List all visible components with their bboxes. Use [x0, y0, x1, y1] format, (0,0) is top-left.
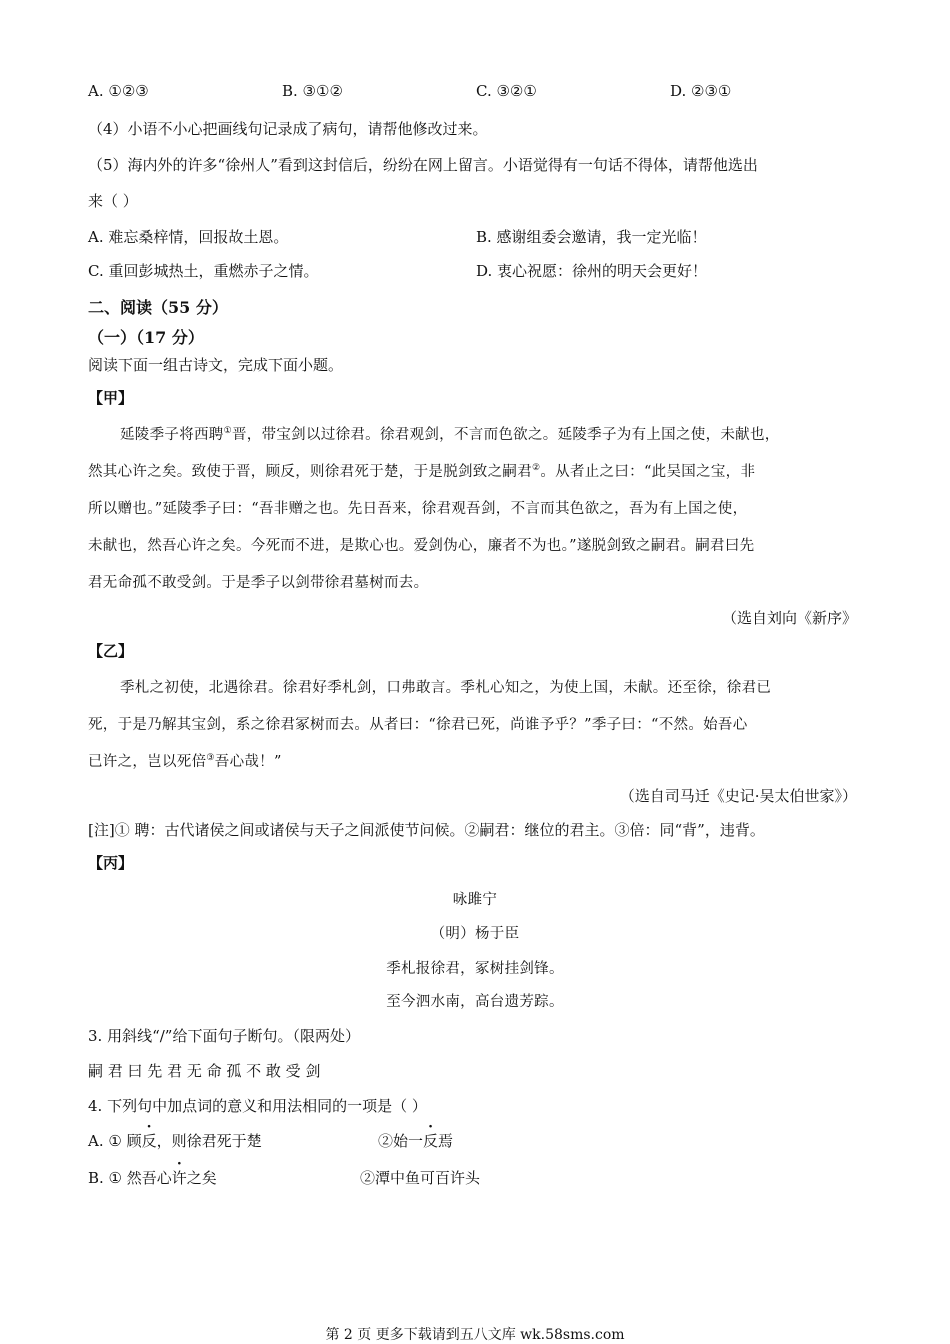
- passage-jia-label: 【甲】: [88, 389, 134, 407]
- poem-title: 咏雎宁: [452, 892, 498, 908]
- passage-jia-line5: 君无命孤不敢受剑。于是季子以剑带徐君墓树而去。: [88, 575, 429, 591]
- instruction: 阅读下面一组古诗文，完成下面小题。: [88, 356, 344, 374]
- passage-jia-source: （选自刘向《新序》: [721, 609, 857, 627]
- q5-option-d: D. 衷心祝愿：徐州的明天会更好！: [476, 262, 708, 280]
- q4-option-a-1: A. ① 顾反，则徐君死于楚: [88, 1132, 262, 1150]
- poem-line1: 季札报徐君，冢树挂剑锋。: [386, 961, 564, 977]
- passage-yi-line1: 季札之初使，北遇徐君。徐君好季札剑，口弗敢言。季札心知之，为使上国，未献。还至徐，徐君已: [120, 680, 772, 696]
- question-4-text: （4）小语不小心把画线句记录成了病句，请帮他修改过来。: [88, 120, 488, 138]
- annotation-note: [注]① 聘：古代诸侯之间或诸侯与天子之间派使节问候。②嗣君：继位的君主。③倍：同“背”，违背。: [88, 821, 765, 839]
- q4-option-b-2: ②潭中鱼可百许头: [360, 1169, 481, 1187]
- passage-yi-line2: 死，于是乃解其宝剑，系之徐君冢树而去。从者曰：“徐君已死，尚谁予乎？”季子曰：“不然。始吾心: [88, 717, 748, 733]
- question-5-text-line2: 来（ ）: [88, 192, 138, 210]
- passage-bing-label: 【丙】: [88, 854, 134, 872]
- passage-jia-line2: 然其心许之矣。致使于晋，顾反，则徐君死于楚，于是脱剑致之嗣君②。从者止之曰：“此吴国之宝，非: [88, 463, 756, 480]
- emphasis-dot: 反: [141, 1132, 157, 1150]
- q5-option-a: A. 难忘桑梓情，回报故土恩。: [88, 228, 289, 246]
- passage-yi-line3: 已许之，岂以死倍③吾心哉！”: [88, 753, 282, 770]
- passage-yi-label: 【乙】: [88, 642, 134, 660]
- q5-option-b: B. 感谢组委会邀请，我一定光临！: [476, 228, 707, 246]
- subsection-title: （一）（17 分）: [88, 328, 204, 347]
- section-title: 二、阅读（55 分）: [88, 298, 228, 317]
- option-a: A. ①②③: [88, 82, 149, 100]
- option-b: B. ③①②: [282, 82, 343, 100]
- question-3-sentence: 嗣 君 曰 先 君 无 命 孤 不 敢 受 剑: [88, 1062, 321, 1080]
- poem-line2: 至今泗水南，高台遗芳踪。: [386, 994, 564, 1010]
- poem-author: （明）杨于臣: [430, 926, 520, 942]
- option-d: D. ②③①: [670, 82, 732, 100]
- passage-jia-line4: 未献也，然吾心许之矣。今死而不进，是欺心也。爱剑伪心，廉者不为也。”遂脱剑致之嗣君。嗣君曰先: [88, 538, 755, 554]
- question-5-text-line1: （5）海内外的许多“徐州人”看到这封信后，纷纷在网上留言。小语觉得有一句话不得体，请帮他选出: [88, 156, 758, 174]
- passage-jia-line1: 延陵季子将西聘①晋，带宝剑以过徐君。徐君观剑，不言而色欲之。延陵季子为有上国之使，未献也，: [120, 426, 780, 443]
- q4-option-a-2: ②始一反焉: [378, 1132, 454, 1150]
- emphasis-dot: 许: [171, 1169, 187, 1187]
- q4-option-b-1: B. ① 然吾心许之矣: [88, 1169, 217, 1187]
- page-footer: 第 2 页 更多下载请到五八文库 wk.58sms.com: [325, 1327, 625, 1343]
- passage-yi-source: （选自司马迁《史记·吴太伯世家》）: [619, 787, 857, 805]
- q5-option-c: C. 重回彭城热土，重燃赤子之情。: [88, 262, 319, 280]
- passage-jia-line3: 所以赠也。”延陵季子曰：“吾非赠之也。先日吾来，徐君观吾剑，不言而其色欲之，吾为有上国之使，: [88, 501, 748, 517]
- question-3-text: 3. 用斜线“/”给下面句子断句。（限两处）: [88, 1027, 360, 1045]
- question-4b-text: 4. 下列句中加点词的意义和用法相同的一项是（ ）: [88, 1097, 427, 1115]
- option-c: C. ③②①: [476, 82, 537, 100]
- emphasis-dot: 反: [423, 1132, 439, 1150]
